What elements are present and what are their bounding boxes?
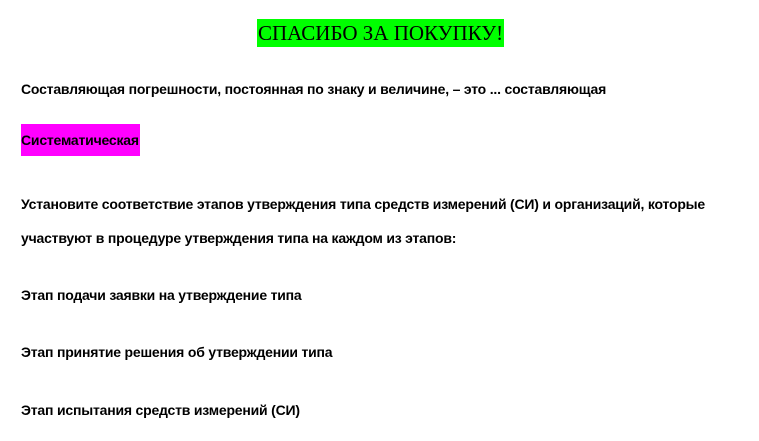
stage-item: Этап принятие решения об утверждении типа — [21, 344, 333, 360]
thank-you-banner: СПАСИБО ЗА ПОКУПКУ! — [258, 21, 504, 45]
stage-item: Этап испытания средств измерений (СИ) — [21, 402, 300, 418]
question-2-text-line-1: Установите соответствие этапов утверждения типа средств измерений (СИ) и организаций, которые — [21, 196, 706, 212]
stage-item: Этап подачи заявки на утверждение типа — [21, 287, 302, 303]
question-1-answer: Систематическая — [21, 124, 140, 156]
question-2-text-line-2: участвуют в процедуре утверждения типа на каждом из этапов: — [21, 230, 457, 246]
question-1-text: Составляющая погрешности, постоянная по знаку и величине, – это ... составляющая — [21, 81, 607, 97]
